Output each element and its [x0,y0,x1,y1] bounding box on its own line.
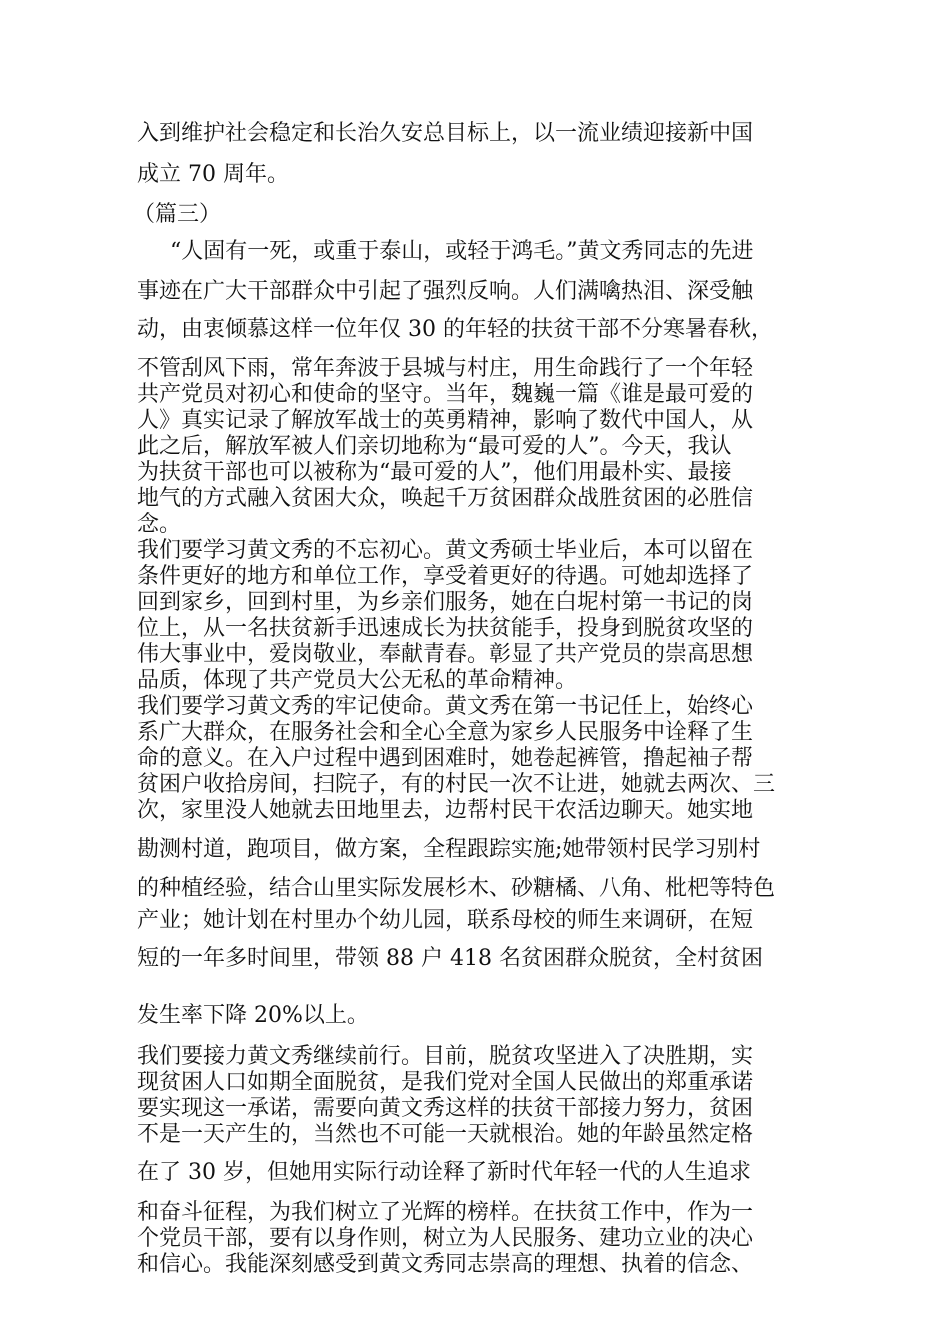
text-line: 成立 70 周年。 [137,162,289,187]
text-line: 我们要接力黄文秀继续前行。目前，脱贫攻坚进入了决胜期，实 [137,1044,754,1069]
text-line: 贫困户收拾房间，扫院子，有的村民一次不让进，她就去两次、三 [137,772,776,797]
text-line: 地气的方式融入贫困大众，唤起千万贫困群众战胜贫困的必胜信 [137,486,754,511]
text-line: 共产党员对初心和使命的坚守。当年，魏巍一篇《谁是最可爱的 [137,382,754,407]
text-line: 命的意义。在入户过程中遇到困难时，她卷起裤管，撸起袖子帮 [137,746,754,771]
text-line: 念。 [137,512,182,537]
text-line: 产业；她计划在村里办个幼儿园，联系母校的师生来调研，在短 [137,908,754,933]
text-line: 现贫困人口如期全面脱贫，是我们党对全国人民做出的郑重承诺 [137,1070,754,1095]
text-line: 我们要学习黄文秀的不忘初心。黄文秀硕士毕业后，本可以留在 [137,538,754,563]
text-line: 发生率下降 20%以上。 [137,1003,369,1028]
text-line: 回到家乡，回到村里，为乡亲们服务，她在白坭村第一书记的岗 [137,590,754,615]
text-line: 短的一年多时间里，带领 88 户 418 名贫困群众脱贫，全村贫困 [137,946,763,971]
text-line: 的种植经验，结合山里实际发展杉木、砂糖橘、八角、枇杷等特色 [137,876,776,901]
text-line: 我们要学习黄文秀的牢记使命。黄文秀在第一书记任上，始终心 [137,694,754,719]
text-line: 不管刮风下雨，常年奔波于县城与村庄，用生命践行了一个年轻 [137,356,754,381]
text-line: 伟大事业中，爱岗敬业，奉献青春。彰显了共产党员的崇高思想 [137,642,754,667]
text-line: 动，由衷倾慕这样一位年仅 30 的年轻的扶贫干部不分寒暑春秋， [137,317,773,342]
text-line: 品质，体现了共产党员大公无私的革命精神。 [137,668,578,693]
text-line: 和信心。我能深刻感受到黄文秀同志崇高的理想、执着的信念、 [137,1252,754,1277]
text-line: “人固有一死，或重于泰山，或轻于鸿毛。”黄文秀同志的先进 [170,239,754,264]
text-line: 个党员干部，要有以身作则，树立为人民服务、建功立业的决心 [137,1226,754,1251]
text-line: 不是一天产生的，当然也不可能一天就根治。她的年龄虽然定格 [137,1122,754,1147]
text-line: 要实现这一承诺，需要向黄文秀这样的扶贫干部接力努力，贫困 [137,1096,754,1121]
section-heading: （篇三） [133,202,222,227]
text-line: 条件更好的地方和单位工作，享受着更好的待遇。可她却选择了 [137,564,754,589]
text-line: 系广大群众，在服务社会和全心全意为家乡人民服务中诠释了生 [137,720,754,745]
text-line: 此之后，解放军被人们亲切地称为“最可爱的人”。今天，我认 [137,434,732,459]
text-line: 人》真实记录了解放军战士的英勇精神，影响了数代中国人，从 [137,408,754,433]
text-line: 次，家里没人她就去田地里去，边帮村民干农活边聊天。她实地 [137,798,754,823]
text-line: 为扶贫干部也可以被称为“最可爱的人”，他们用最朴实、最接 [137,460,732,485]
text-line: 入到维护社会稳定和长治久安总目标上，以一流业绩迎接新中国 [137,121,754,146]
text-line: 和奋斗征程，为我们树立了光辉的榜样。在扶贫工作中，作为一 [137,1200,754,1225]
text-line: 在了 30 岁，但她用实际行动诠释了新时代年轻一代的人生追求 [137,1160,751,1185]
text-line: 事迹在广大干部群众中引起了强烈反响。人们满噙热泪、深受触 [137,279,754,304]
text-line: 勘测村道，跑项目，做方案，全程跟踪实施;她带领村民学习别村 [137,837,761,862]
text-line: 位上，从一名扶贫新手迅速成长为扶贫能手，投身到脱贫攻坚的 [137,616,754,641]
